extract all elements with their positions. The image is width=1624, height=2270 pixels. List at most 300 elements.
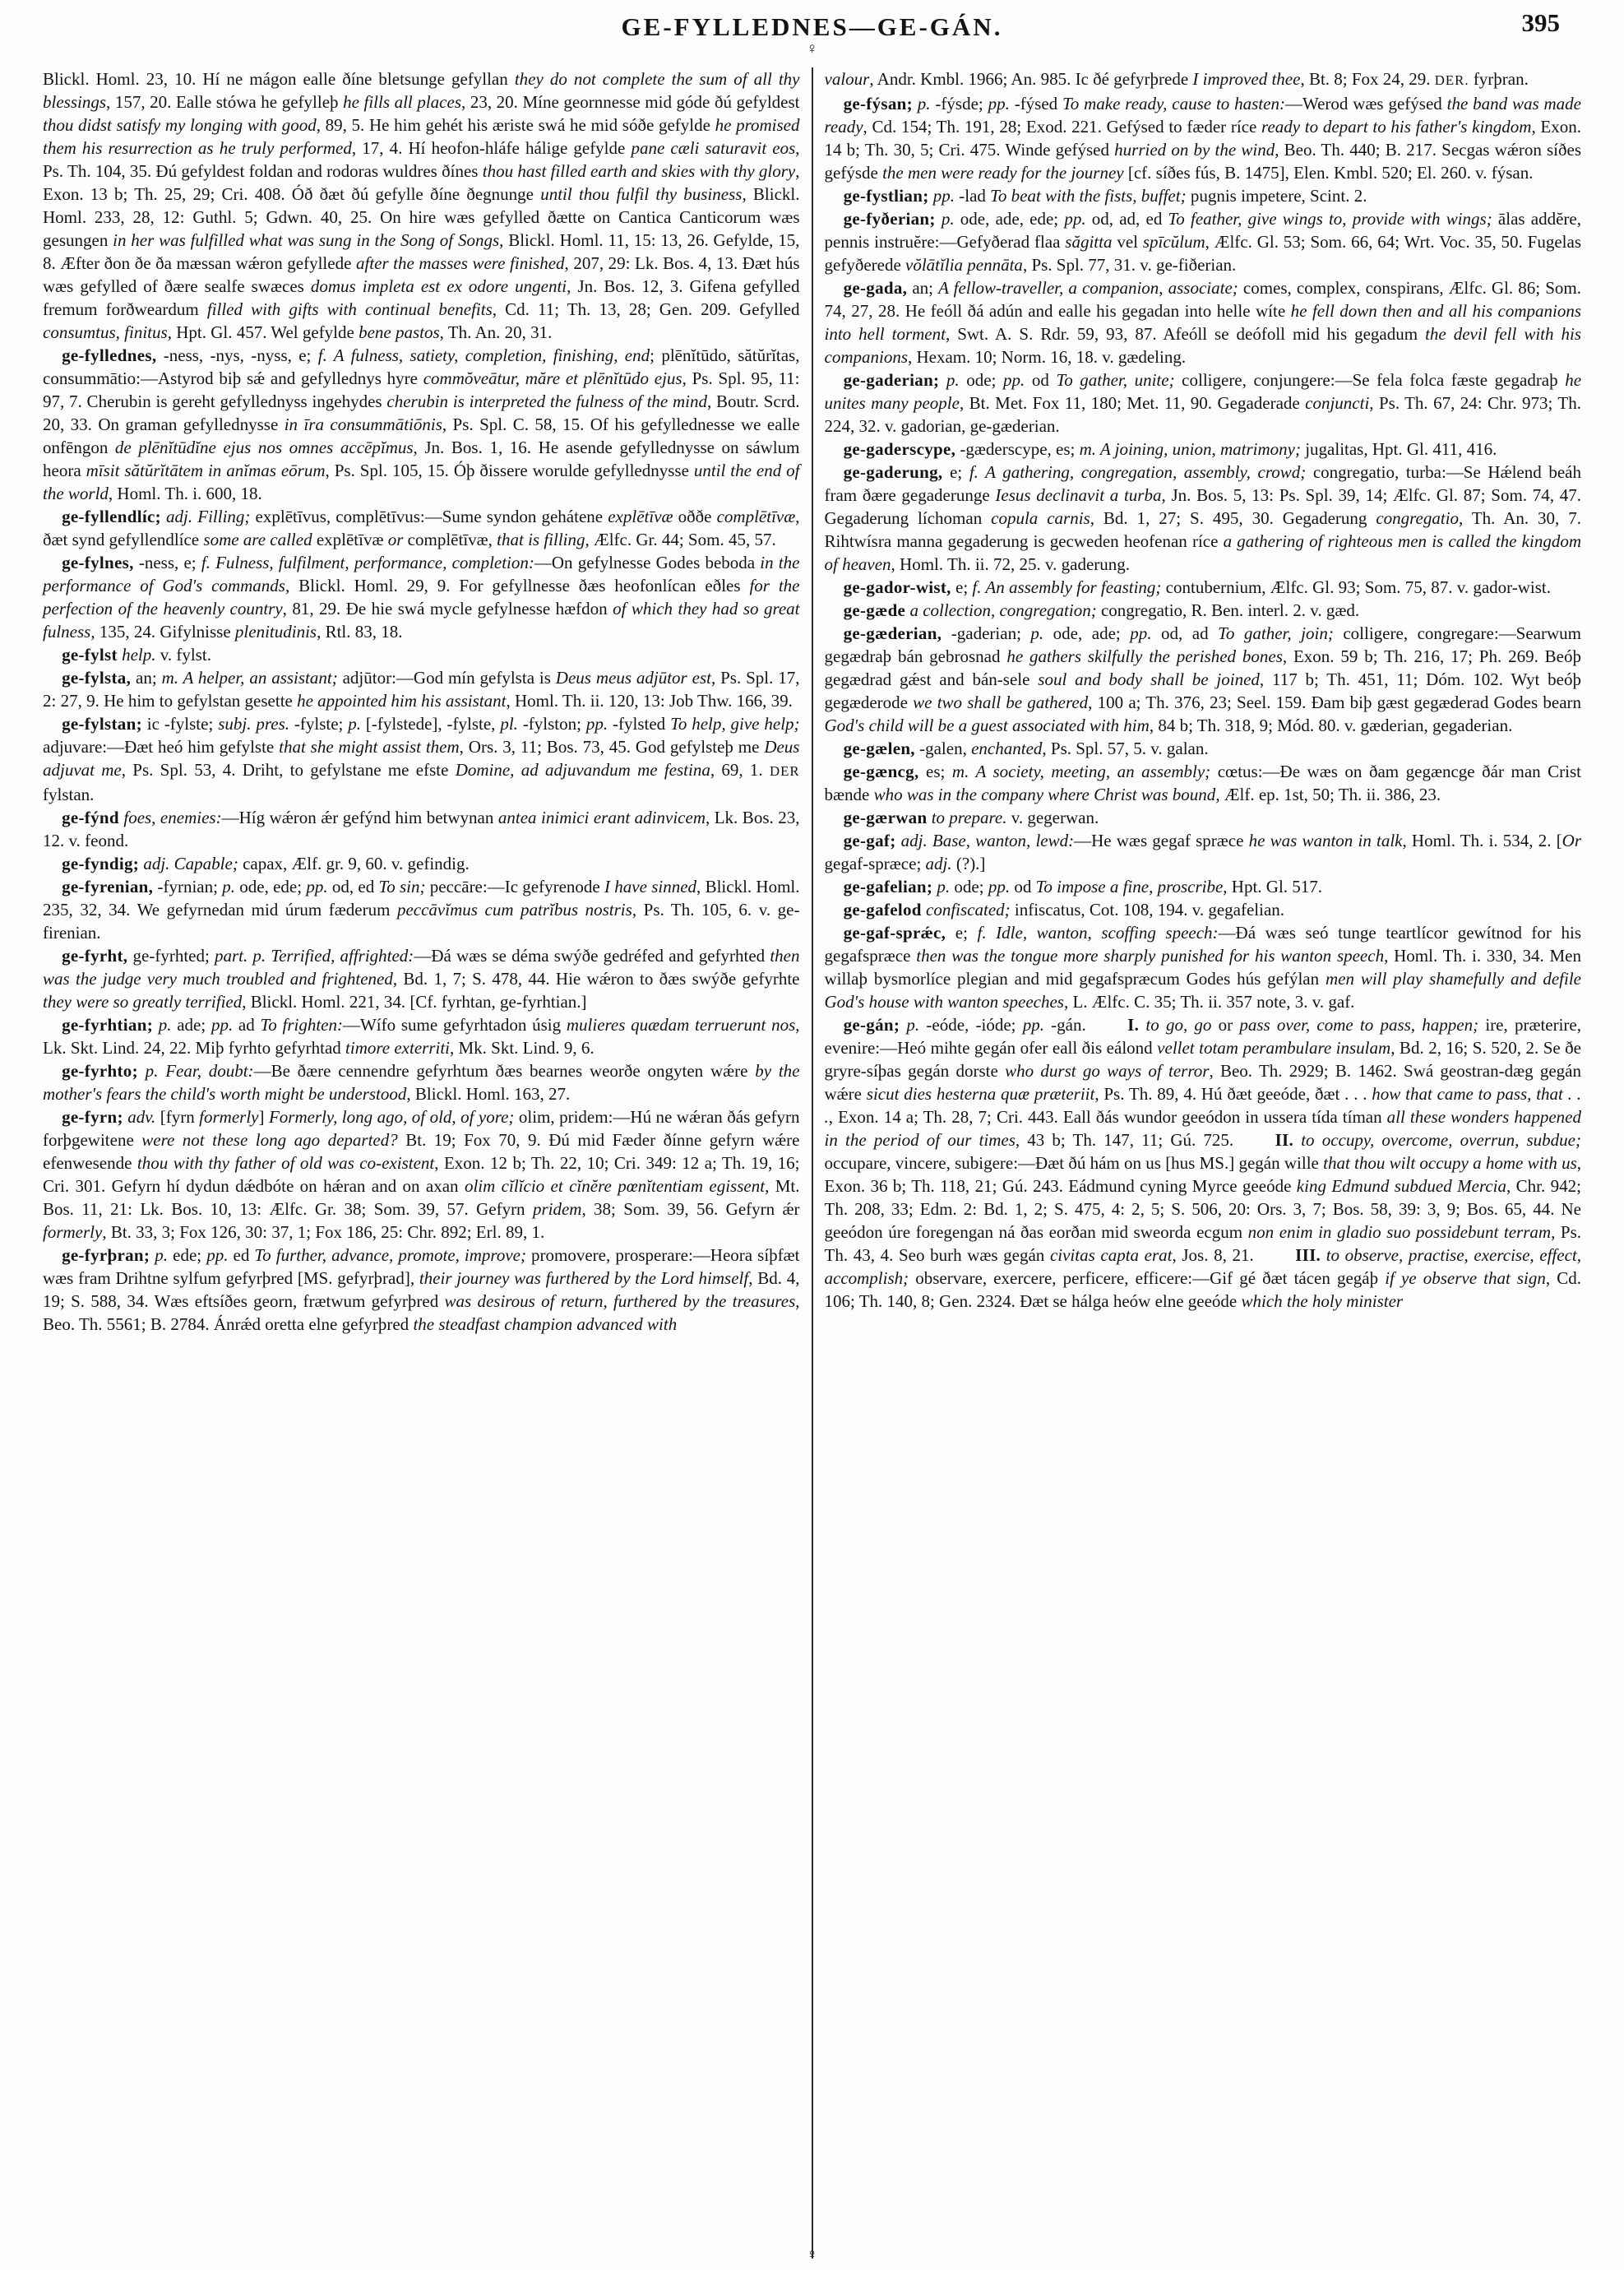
page-title: GE-FYLLEDNES—GE-GÁN. [621, 12, 1003, 41]
headword-or-sense-label: ge-gæncg, [843, 762, 919, 781]
text-segment: -gæderscype, es; [955, 439, 1080, 459]
entry-ge-gada [825, 276, 1582, 368]
text-segment: -galen, [914, 739, 972, 758]
page-number: 395 [1521, 8, 1560, 37]
text-segment: fyrþran. [1469, 69, 1529, 89]
headword-or-sense-label: ge-gæde [843, 600, 906, 620]
text-segment: p. [348, 714, 362, 734]
text-segment: the steadfast champion advanced with [413, 1314, 678, 1334]
text-segment: -gaderian; [942, 623, 1031, 643]
text-segment: , Jn. Bos. 1, 16. He asende gefyllednysse on sáwlum heora [43, 438, 800, 480]
text-segment: , Ps. Spl. C. 58, 15. Of his gefyllednesse we ealle onfēngon [43, 415, 800, 457]
text-segment: A fellow-traveller, a companion, associate; [938, 278, 1238, 298]
entry-ge-fynd [43, 806, 800, 852]
entry-ge-gafelian [825, 875, 1582, 898]
text-segment: , Ps. Th. 43, 4. Seo burh wæs gegán [824, 1222, 1581, 1265]
text-segment: until thou fulfil thy business [540, 184, 743, 204]
text-segment: [fyrn [155, 1107, 200, 1127]
text-segment: hurried on by the wind [1114, 140, 1275, 160]
text-segment: , 17, 4. Hí heofon-hláfe hálige gefylde [351, 138, 632, 158]
headword-or-sense-label: ge-fyrþran; [62, 1245, 150, 1265]
text-segment: od, ad, ed [1085, 209, 1168, 229]
text-segment: od, ad [1151, 623, 1219, 643]
headword-or-sense-label: ge-gælen, [843, 739, 915, 758]
entry-ge-fyrhtian [43, 1013, 800, 1059]
text-segment: To help, give help; [670, 714, 800, 734]
text-segment: , ðæt synd gefyllendlíce [43, 507, 800, 549]
text-segment: of which they had so great fulness [43, 599, 800, 642]
text-segment: p. [150, 1245, 169, 1265]
text-segment: , Mk. Skt. Lind. 9, 6. [450, 1038, 595, 1058]
text-segment: their journey was furthered by the Lord himself [419, 1268, 749, 1288]
headword-or-sense-label: ge-gada, [843, 278, 908, 298]
text-segment: , Cd. 11; Th. 13, 28; Gen. 209. Gefylled [492, 299, 800, 319]
text-segment: -ness, e; [133, 553, 201, 572]
text-segment: explētīvæ [312, 530, 388, 549]
headword-or-sense-label: II. [1275, 1130, 1294, 1150]
text-segment: vel [1112, 232, 1143, 252]
text-segment: , Blickl. Homl. 29, 9. For gefyllnesse ðæs heofonlícan eðles [285, 576, 750, 595]
entry-ge-gaerwan [825, 806, 1582, 829]
text-segment: , Andr. Kmbl. 1966; An. 985. Ic ðé gefyrþrede [869, 69, 1193, 89]
text-segment: an; [131, 668, 162, 688]
text-segment: he unites many people [824, 370, 1582, 413]
text-segment: civitas capta erat [1049, 1245, 1173, 1265]
text-segment: , Homl. Th. i. 600, 18. [108, 484, 262, 503]
text-segment: promovere, prosperare:—Heora síþfæt wæs fram Drihtne sylfum gefyrþred [MS. gefyrþrad], [43, 1245, 800, 1288]
text-segment: , Beo. Th. 2929; B. 1462. Swá geostran-dæg gegán wǽre [824, 1061, 1581, 1104]
text-segment: oððe [673, 507, 717, 526]
text-segment: pp. [988, 94, 1010, 114]
text-segment: f. A gathering, congregation, assembly, crowd; [969, 462, 1307, 482]
text-segment: -fýsde; [930, 94, 988, 114]
text-segment: pp. [1003, 370, 1025, 390]
text-segment: , Blickl. Homl. 233, 28, 12: Guthl. 5; Gdwn. 40, 25. On hire wæs gefylled ðætte on Cantica Canticorum wæs gesungen [43, 184, 800, 250]
entry-continuation-ge-fyllan [43, 67, 800, 344]
text-segment: , Th. An. 20, 31. [439, 322, 553, 342]
text-segment: -eóde, -ióde; [919, 1015, 1023, 1035]
text-segment: , Blickl. Homl. 235, 32, 34. We gefyrnedan mid úrum fæderum [43, 877, 800, 920]
text-segment: , Ælfc. Gl. 53; Som. 66, 64; Wrt. Voc. 35, 50. Fugelas gefyðerede [824, 232, 1581, 275]
text-segment: to prepare. [927, 808, 1007, 827]
text-segment: the men were ready for the journey [882, 163, 1124, 183]
text-segment: , Ælfc. Gr. 44; Som. 45, 57. [585, 530, 776, 549]
text-segment: infiscatus, Cot. 108, 194. v. gegafelian. [1010, 900, 1285, 920]
entry-ge-fytherian [825, 207, 1582, 276]
text-segment: non enim in gladio suo possidebunt terram [1247, 1222, 1552, 1242]
text-segment: , Exon. 14 a; Th. 28, 7; Cri. 443. Eall ðás wundor geeódon in ussera tída tíman [828, 1107, 1387, 1127]
headword-or-sense-label: ge-fyrhto; [62, 1061, 138, 1081]
text-segment: vŏlātĭlia pennāta [905, 255, 1023, 275]
text-segment: cherubin is interpreted the fulness of the mind [386, 391, 708, 411]
text-segment: p. [912, 94, 931, 114]
text-segment: , Bt. 8; Fox 24, 29. [1300, 69, 1435, 89]
text-segment: explētīvæ [608, 507, 673, 526]
text-segment: , Exon. 12 b; Th. 22, 10; Cri. 349: 12 a; Th. 19, 16; Cri. 301. Gefyrn hí dydun dǽdbóte on hǽran and on axan [43, 1153, 800, 1196]
text-segment: , 207, 29: Lk. Bos. 4, 13. Ðæt hús wæs gefylled of ðære sealfe swæces [43, 253, 800, 296]
printers-mark-icon: ♀ [806, 40, 818, 58]
text-segment: , Hpt. Gl. 457. Wel gefylde [167, 322, 359, 342]
text-segment: ad [233, 1015, 261, 1035]
text-segment: , Ps. Th. 105, 6. v. ge-firenian. [43, 900, 800, 943]
headword-or-sense-label: ge-fyrhtian; [62, 1015, 154, 1035]
text-segment: colligere, congregare:—Searwum gegædraþ bán gebrosnad [824, 623, 1581, 666]
text-segment: that thou wilt occupy a home with us [1323, 1153, 1577, 1173]
text-segment: [-fylstede], -fylste, [361, 714, 501, 734]
headword-or-sense-label: ge-gaf-sprǽc, [843, 923, 946, 943]
text-segment: , Ps. Spl. 105, 15. Óþ ðissere worulde gefyllednysse [325, 461, 694, 480]
text-segment: p. [935, 209, 955, 229]
text-segment: m. A society, meeting, an assembly; [951, 762, 1211, 781]
text-segment: Blickl. Homl. 23, 10. Hí ne mágon ealle ðíne bletsunge gefyllan [43, 69, 515, 89]
text-segment: od [1010, 877, 1036, 896]
text-segment: , Boutr. Scrd. 20, 33. On graman gefyllednysse [43, 391, 800, 434]
headword-or-sense-label: ge-gaderung, [843, 462, 943, 482]
text-segment: Formerly, long ago, of old, of yore; [268, 1107, 515, 1127]
column-right [825, 67, 1582, 2258]
text-segment: consumtus, finitus [43, 322, 168, 342]
text-segment: to observe, practise, exercise, effect, accomplish; [824, 1245, 1581, 1288]
headword-or-sense-label: ge-fylst [62, 645, 118, 665]
text-segment: adv. [123, 1107, 156, 1127]
text-segment: adj. Capable; [139, 854, 238, 873]
headword-or-sense-label: ge-fyrenian, [62, 877, 154, 896]
text-segment: , Cd. 154; Th. 191, 28; Exod. 221. Gefýsed to fæder ríce [863, 117, 1262, 137]
text-segment: , Bd. 4, 19; S. 588, 34. Wæs eftsíðes georn, frætwum gefyrþred [43, 1268, 800, 1311]
headword-or-sense-label: ge-fyrht, [62, 946, 128, 966]
entry-ge-fyrht [43, 944, 800, 1013]
entry-ge-fyndig [43, 852, 800, 875]
text-segment: DER [769, 763, 800, 779]
text-segment: congregatio [1376, 508, 1460, 528]
text-segment: bene pastos [359, 322, 440, 342]
text-segment: , Th. An. 30, 7. Rihtwísra manna gegaderung is gecweden heofenan ríce [824, 508, 1581, 551]
entry-ge-fyrthran [43, 1244, 800, 1336]
text-segment: I have sinned [604, 877, 697, 896]
headword-or-sense-label: ge-gaderian; [843, 370, 940, 390]
text-segment: , Ps. Th. 67, 24: Chr. 973; Th. 224, 32. v. gadorian, ge-gæderian. [824, 393, 1581, 436]
headword-or-sense-label: ge-fýsan; [843, 94, 913, 114]
text-segment: , L. Ælfc. C. 35; Th. ii. 357 note, 3. v. gaf. [1063, 992, 1355, 1012]
text-segment: ire, præterire, evenire:—Heó mihte gegán ofer eall ðis eálond [824, 1015, 1581, 1058]
text-segment: pp. [928, 186, 955, 206]
text-segment: he fell down then and all his companions into hell torment [824, 301, 1581, 344]
text-segment: , 117 b; Th. 451, 11; Dóm. 102. Wyt beóþ gegæderode [824, 669, 1581, 712]
headword-or-sense-label: ge-fylnes, [62, 553, 134, 572]
entry-ge-fysan [825, 92, 1582, 184]
text-segment: pp. [206, 1245, 229, 1265]
text-segment: olim, pridem:—Hú ne wǽran ðás gefyrn forþgewitene [43, 1107, 800, 1150]
text-segment: , Cd. 106; Th. 140, 8; Gen. 2324. Ðæt se hálga heów elne geeóde [824, 1268, 1581, 1311]
text-segment: p. Fear, doubt: [137, 1061, 254, 1081]
text-segment: m. A joining, union, matrimony; [1079, 439, 1301, 459]
text-segment: f. Fulness, fulfilment, performance, completion: [201, 553, 534, 572]
text-segment: —On gefylnesse Godes beboda [534, 553, 761, 572]
text-segment: —Be ðære cennendre gefyrhtum ðæs bearnes weorðe ongyten wǽre [253, 1061, 756, 1081]
text-segment: he gathers skilfully the perished bones [1006, 646, 1283, 666]
text-segment: ed [228, 1245, 255, 1265]
text-segment: they were so greatly terrified [43, 992, 243, 1012]
entry-ge-fylnes [43, 551, 800, 643]
headword-or-sense-label: III. [1295, 1245, 1321, 1265]
text-segment: in her was fulfilled what was sung in the Song of Songs [113, 230, 500, 250]
text-segment: , 100 a; Th. 376, 23; Seel. 159. Ðam biþ gæst gegæderad Godes bearn [1088, 693, 1582, 712]
text-segment: ede; [168, 1245, 207, 1265]
headword-or-sense-label: I. [1127, 1015, 1140, 1035]
text-segment: complētīvæ [716, 507, 796, 526]
text-segment: ode; [959, 370, 1004, 390]
headword-or-sense-label: ge-gaf; [843, 831, 896, 850]
text-segment: an; [907, 278, 939, 298]
text-segment: plenitudinis [234, 622, 317, 642]
text-segment: cœtus:—Ðe wæs on ðam gegæncge ðár man Crist bænde [824, 762, 1582, 804]
text-segment: pp. [1064, 209, 1086, 229]
text-segment: , Hpt. Gl. 517. [1223, 877, 1323, 896]
text-segment: mulieres quædam terruerunt nos [566, 1015, 796, 1035]
text-segment: , 69, 1. [710, 760, 770, 780]
text-segment: , Blickl. Homl. 163, 27. [406, 1084, 571, 1104]
text-segment: who was in the company where Christ was bound [873, 785, 1216, 804]
text-segment: , Bt. Met. Fox 11, 180; Met. 11, 90. Gegaderade [959, 393, 1306, 413]
column-left [43, 67, 800, 2258]
text-segment: thou hast filled earth and skies with thy glory [482, 161, 796, 181]
text-segment: adjūtor:—God mín gefylsta is [337, 668, 556, 688]
text-segment: es; [918, 762, 952, 781]
text-segment: occupare, vincere, subigere:—Ðæt ðú hám on us [hus MS.] gegán wille [824, 1153, 1324, 1173]
headword-or-sense-label: ge-fyðerian; [843, 209, 936, 229]
text-segment: pl. [500, 714, 518, 734]
text-segment: , Beo. Th. 5561; B. 2784. Ánrǽd oretta elne gefyrþred [43, 1291, 800, 1334]
text-segment: , Lk. Skt. Lind. 24, 22. Miþ fyrhto gefyrhtad [43, 1015, 800, 1058]
text-segment: , Ps. Th. 89, 4. Hú ðæt geeóde, ðæt . . . [1094, 1084, 1372, 1104]
text-segment: Iesus declinavit a turba [995, 485, 1162, 505]
entry-ge-gaencg [825, 760, 1582, 806]
text-segment: p. [939, 370, 960, 390]
text-segment: thou didst satisfy my longing with good [43, 115, 317, 135]
text-segment: ode; [950, 877, 988, 896]
text-segment: f. A fulness, satiety, completion, finishing, end [317, 345, 650, 365]
text-segment: fylstan. [43, 785, 95, 804]
text-segment: antea inimici erant adinvicem [497, 808, 706, 827]
text-segment: , Beo. Th. 440; B. 217. Secgas wǽron síðes gefýsde [824, 140, 1581, 183]
text-segment: a collection, congregation; [905, 600, 1097, 620]
text-segment: ic -fylste; [141, 714, 219, 734]
text-segment: , Hexam. 10; Norm. 16, 18. v. gædeling. [908, 347, 1187, 367]
text-segment: -fylsted [608, 714, 671, 734]
text-segment: copula carnis [991, 508, 1090, 528]
text-segment: , Ors. 3, 11; Bos. 73, 45. God gefylsteþ me [459, 737, 765, 757]
text-segment: , Blickl. Homl. 221, 34. [Cf. fyrhtan, ge-fyrhtian.] [242, 992, 587, 1012]
text-segment: adjuvare:—Ðæt heó him gefylste [43, 737, 280, 757]
text-segment: , 23, 20. Míne geornnesse mid góde ðú gefyldest [461, 92, 800, 112]
text-segment: adj. [925, 854, 952, 873]
entry-ge-gafelod [825, 898, 1582, 921]
text-segment: ] [258, 1107, 269, 1127]
text-segment: conjuncti [1305, 393, 1370, 413]
text-segment: To frighten: [260, 1015, 343, 1035]
entry-ge-fyllednes [43, 344, 800, 505]
text-segment: To feather, give wings to, provide with wings; [1168, 209, 1492, 229]
text-segment: p. [222, 877, 235, 896]
text-segment: pass over, come to pass, happen; [1233, 1015, 1479, 1035]
text-segment: he fills all places [343, 92, 461, 112]
entry-continuation-ge-fyrthran [825, 67, 1582, 92]
entry-ge-fylst [43, 643, 800, 666]
headword-or-sense-label: ge-fylstan; [62, 714, 142, 734]
text-segment: capax, Ælf. gr. 9, 60. v. gefindig. [238, 854, 470, 873]
text-segment: that she might assist them [279, 737, 460, 757]
text-segment: od [1025, 370, 1057, 390]
text-columns [43, 67, 1581, 2258]
text-segment: comes, complex, conspirans, Ælfc. Gl. 86; Som. 74, 27, 28. He feóll ðá adún and ealle his gegadan into helle wíte [824, 278, 1581, 321]
text-segment: To gather, unite; [1056, 370, 1175, 390]
entry-ge-fylsta [43, 666, 800, 712]
text-segment: , Ps. Spl. 53, 4. Driht, to gefylstane me efste [121, 760, 456, 780]
text-segment: spīcŭlum [1142, 232, 1205, 252]
text-segment: he was wanton in talk [1248, 831, 1403, 850]
text-segment: , Homl. Th. i. 534, 2. [ [1402, 831, 1562, 850]
text-segment: , Homl. Th. ii. 120, 13: Job Thw. 166, 39. [506, 691, 793, 711]
text-segment: gegaf-spræce; [824, 854, 926, 873]
text-segment: until the end of the world [43, 461, 800, 503]
text-segment: , 81, 29. Ðe hie swá mycle gefylnesse hæfdon [282, 599, 613, 618]
text-segment: some are called [203, 530, 312, 549]
text-segment: , Ps. Spl. 57, 5. v. galan. [1042, 739, 1209, 758]
entry-ge-fyrenian [43, 875, 800, 944]
text-segment: the band was made ready [824, 94, 1582, 137]
text-segment: pp. [1022, 1015, 1044, 1035]
text-segment: how that came to pass, that . . . [824, 1084, 1581, 1127]
text-segment: valour [824, 69, 870, 89]
headword-or-sense-label: ge-gafelod [843, 900, 922, 920]
text-segment: —Ðá wæs seó tunge teartlícor gewítnod for his gegafspræce [824, 923, 1581, 966]
text-segment: we two shall be gathered [913, 693, 1089, 712]
text-segment: p. [1030, 623, 1044, 643]
text-segment: soul and body shall be joined [1038, 669, 1260, 689]
text-segment: , Ælf. ep. 1st, 50; Th. ii. 386, 23. [1215, 785, 1441, 804]
text-segment: Domine, ad adjuvandum me festina [455, 760, 710, 780]
text-segment: for the perfection of the heavenly country [43, 576, 800, 618]
text-segment: peccāvĭmus cum patrĭbus nostris [396, 900, 632, 920]
text-segment: , Exon. 36 b; Th. 118, 21; Gú. 243. Eádmund cyning Myrce geeóde [824, 1153, 1581, 1196]
headword-or-sense-label: ge-fýnd [62, 808, 119, 827]
text-segment: To impose a fine, proscribe [1035, 877, 1224, 896]
text-segment: sicut dies hesterna quæ præteriit [866, 1084, 1095, 1104]
text-segment: , 84 b; Th. 318, 9; Mód. 80. v. gæderian, gegaderian. [1149, 716, 1513, 735]
text-segment: he appointed him his assistant [297, 691, 507, 711]
text-segment: e; [942, 462, 969, 482]
text-segment: To beat with the fists, buffet; [990, 186, 1187, 206]
text-segment: , Swt. A. S. Rdr. 59, 93, 87. Afeóll se deófoll mid his gegadum [945, 324, 1426, 344]
text-segment: all these wonders happened in the period of our times [824, 1107, 1581, 1150]
text-segment: he promised them his resurrection as he truly performed [43, 115, 800, 158]
text-segment: -gán. [1043, 1015, 1086, 1035]
text-segment: help. [117, 645, 156, 665]
text-segment: , 135, 24. Gifylnisse [90, 622, 235, 642]
text-segment: who durst go ways of terror [1005, 1061, 1210, 1081]
text-segment: , Homl. Th. ii. 72, 25. v. gaderung. [891, 554, 1131, 574]
text-segment: , Mt. Bos. 11, 21: Lk. Bos. 10, 13: Ælfc. Gr. 38; Som. 39, 57. Gefyrn [43, 1176, 800, 1219]
entry-ge-gaelen [825, 737, 1582, 760]
text-segment: in the performance of God's commands [43, 553, 800, 595]
text-segment: , 157, 20. Ealle stówa he gefylleþ [106, 92, 344, 112]
text-segment: after the masses were finished [355, 253, 565, 273]
text-segment: ālas addĕre, pennis instruĕre:—Gefyðerad flaa [824, 209, 1581, 252]
text-segment: To make ready, cause to hasten: [1062, 94, 1285, 114]
entry-ge-fystlian [825, 184, 1582, 207]
text-segment: DER. [1434, 72, 1469, 88]
text-segment: -fylste; [289, 714, 349, 734]
text-segment: king Edmund subdued Mercia [1296, 1176, 1507, 1196]
text-segment: domus impleta est ex odore ungenti [310, 276, 567, 296]
text-segment: —Werod wæs gefýsed [1284, 94, 1447, 114]
text-segment: pp. [585, 714, 608, 734]
entry-ge-gaederian [825, 622, 1582, 737]
text-segment: pp. [211, 1015, 234, 1035]
entry-ge-gaderscype [825, 438, 1582, 461]
text-segment: the devil fell with his companions [824, 324, 1581, 367]
text-segment: adj. Base, wanton, lewd: [895, 831, 1075, 850]
text-segment: Or [1562, 831, 1581, 850]
text-segment: in īra consummātiōnis [284, 415, 442, 434]
text-segment: if ye observe that sign [1385, 1268, 1546, 1288]
text-segment: —He wæs gegaf spræce [1074, 831, 1249, 850]
text-segment: to go, go [1139, 1015, 1219, 1035]
text-segment: e; [951, 577, 973, 597]
text-segment: ready to depart to his father's kingdom [1261, 117, 1532, 137]
headword-or-sense-label: ge-gador-wist, [843, 577, 951, 597]
headword-or-sense-label: ge-gafelian; [843, 877, 933, 896]
text-segment: —Ðá wæs se déma swýðe gedréfed and gefyrhted [414, 946, 770, 966]
text-segment: , Ps. Spl. 95, 11: 97, 7. Cherubin is gereht gefyllednyss ingehydes [43, 368, 800, 411]
text-segment: pp. [988, 877, 1011, 896]
text-segment: f. Idle, wanton, scoffing speech: [977, 923, 1219, 943]
text-segment: de plēnĭtūdĭne ejus nos omnes accēpĭmus [114, 438, 414, 457]
text-segment: -ness, -nys, -nyss, e; [156, 345, 318, 365]
text-segment: od, ed [327, 877, 379, 896]
headword-or-sense-label: ge-fyndig; [62, 854, 140, 873]
entry-ge-gan [825, 1013, 1582, 1313]
text-segment: , 89, 5. He him gehét his æriste swá he mid sóðe gefylde [316, 115, 715, 135]
entry-ge-gaf-spraec [825, 921, 1582, 1013]
text-segment: , Ps. Spl. 77, 31. v. ge-fiðerian. [1022, 255, 1237, 275]
text-segment: v. fylst. [155, 645, 211, 665]
text-segment: —Híg wǽron ǽr gefýnd him betwynan [221, 808, 498, 827]
text-segment: f. An assembly for feasting; [972, 577, 1162, 597]
printers-mark-icon: ♀ [806, 2246, 818, 2263]
text-segment: ade; [171, 1015, 211, 1035]
text-segment: timore exterriti [345, 1038, 450, 1058]
text-segment: to occupy, overcome, overrun, subdue; [1293, 1130, 1581, 1150]
text-segment: , Exon. 59 b; Th. 216, 17; Ph. 269. Beóþ gegædrad gǽst and bán-sele [824, 646, 1581, 689]
text-segment: Deus adjuvat me [43, 737, 800, 780]
headword-or-sense-label: ge-gæderian, [843, 623, 942, 643]
text-segment: adj. Filling; [160, 507, 251, 526]
text-segment: , Homl. Th. i. 330, 34. Men willaþ bysmorlíce plegian and mid gegafspræcum Godes hús gefýlan [824, 946, 1581, 989]
text-segment: săgitta [1065, 232, 1113, 252]
text-segment: complētīvæ, [403, 530, 497, 549]
text-segment: p. [153, 1015, 172, 1035]
text-segment: -lad [955, 186, 991, 206]
text-segment: I improved thee [1192, 69, 1301, 89]
text-segment: [cf. síðes fús, B. 1475], Elen. Kmbl. 520; El. 260. v. fýsan. [1123, 163, 1534, 183]
text-segment: -fýsed [1009, 94, 1063, 114]
text-segment: then was the tongue more sharply punished for his wanton speech [916, 946, 1385, 966]
entry-ge-gaf [825, 829, 1582, 875]
text-segment: observare, exercere, perficere, efficere:—Gif gé ðæt tácen gegáþ [909, 1268, 1386, 1288]
text-segment: God's child will be a guest associated with him [824, 716, 1150, 735]
text-segment: subj. pres. [218, 714, 289, 734]
